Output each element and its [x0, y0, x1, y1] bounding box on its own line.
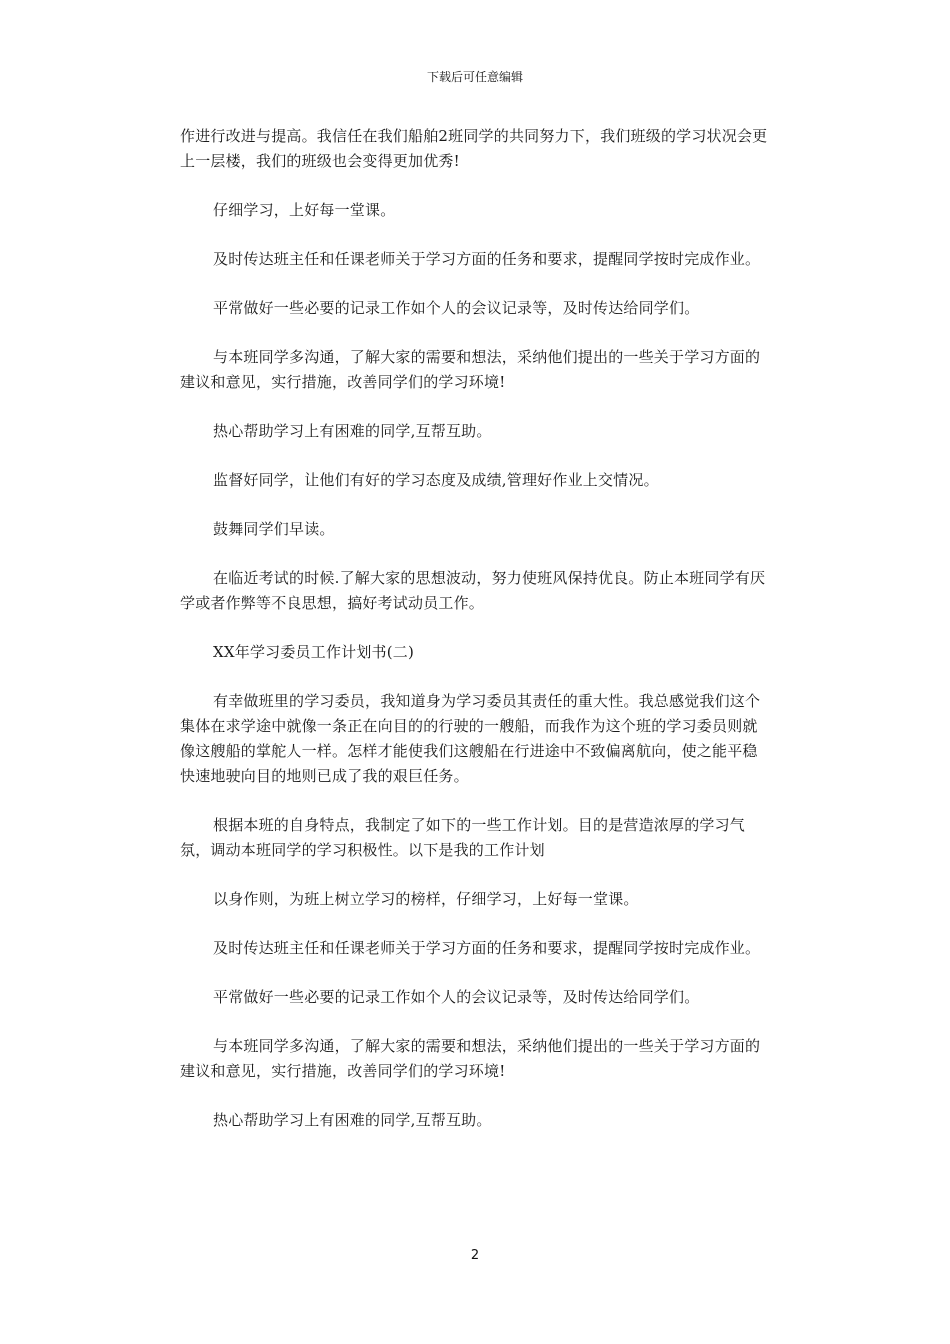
paragraph: 根据本班的自身特点，我制定了如下的一些工作计划。目的是营造浓厚的学习气氛，调动本班同学的学习积极性。以下是我的工作计划: [180, 816, 746, 859]
paragraph: 有幸做班里的学习委员，我知道身为学习委员其责任的重大性。我总感觉我们这个集体在求学途中就像一条正在向目的的行驶的一艘船，而我作为这个班的学习委员则就像这艘船的掌舵人一样。怎样才能使我们这艘船在行进途中不致偏离航向，使之能平稳快速地驶向目的地则已成了我的艰巨任务。: [180, 692, 761, 785]
paragraph: 平常做好一些必要的记录工作如个人的会议记录等，及时传达给同学们。: [213, 988, 700, 1006]
paragraph: 仔细学习，上好每一堂课。: [213, 201, 396, 219]
paragraph: 监督好同学，让他们有好的学习态度及成绩,管理好作业上交情况。: [213, 471, 659, 489]
paragraph: 在临近考试的时候.了解大家的思想波动，努力使班风保持优良。防止本班同学有厌学或者作弊等不良思想，搞好考试动员工作。: [180, 569, 766, 612]
paragraph: 与本班同学多沟通，了解大家的需要和想法，采纳他们提出的一些关于学习方面的建议和意见，实行措施，改善同学们的学习环境!: [180, 348, 761, 391]
document-body: [180, 124, 770, 1157]
paragraph: 与本班同学多沟通，了解大家的需要和想法，采纳他们提出的一些关于学习方面的建议和意见，实行措施，改善同学们的学习环境!: [180, 1037, 761, 1080]
paragraph: 平常做好一些必要的记录工作如个人的会议记录等，及时传达给同学们。: [213, 299, 700, 317]
paragraph: 鼓舞同学们早读。: [213, 520, 335, 538]
page-header: 下载后可任意编辑: [426, 70, 523, 84]
page-number: 2: [470, 1248, 480, 1263]
section-heading: XX年学习委员工作计划书(二): [213, 643, 415, 661]
paragraph: 热心帮助学习上有困难的同学,互帮互助。: [213, 422, 492, 440]
paragraph: 以身作则，为班上树立学习的榜样，仔细学习，上好每一堂课。: [213, 890, 639, 908]
paragraph: 作进行改进与提高。我信任在我们船舶2班同学的共同努力下，我们班级的学习状况会更上一层楼，我们的班级也会变得更加优秀!: [180, 127, 768, 170]
paragraph: 及时传达班主任和任课老师关于学习方面的任务和要求，提醒同学按时完成作业。: [213, 250, 761, 268]
paragraph: 及时传达班主任和任课老师关于学习方面的任务和要求，提醒同学按时完成作业。: [213, 939, 761, 957]
paragraph: 热心帮助学习上有困难的同学,互帮互助。: [213, 1111, 492, 1129]
